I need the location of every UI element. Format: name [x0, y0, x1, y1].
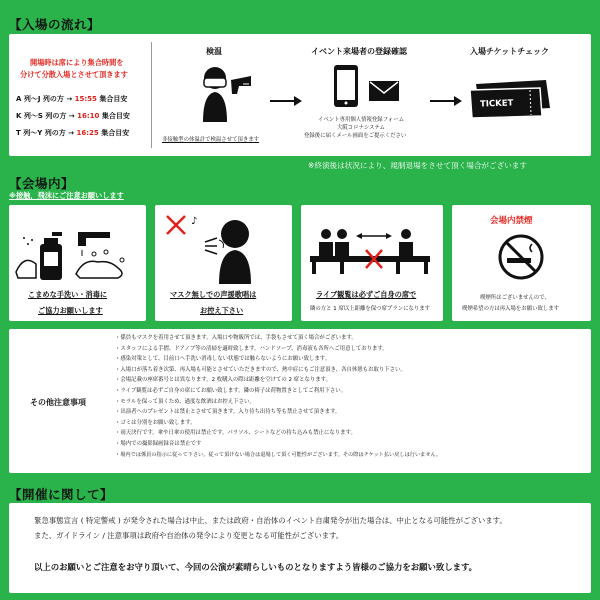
smartphone-icon	[333, 64, 359, 108]
mail-icon	[368, 80, 400, 102]
svg-text:♪: ♪	[191, 216, 198, 227]
card1-line2: ご協力お願いします	[38, 306, 103, 315]
notes-title: その他注意事項	[30, 398, 86, 407]
step2-line1: イベント専用個人情報登録フォーム	[318, 117, 404, 123]
step3-title: 入場チケットチェック	[470, 47, 550, 56]
event-section-title: 【開催に関して】	[9, 487, 114, 502]
notes-item: ・感染対策として、目前口へ手洗い消毒しない状態では触らないようにお願い致します。	[115, 356, 331, 363]
card3-title: ライブ観覧は必ずご自身の席で	[316, 290, 417, 299]
event-para1: 緊急事態宣言 ( 特定警戒 ) が発令された場合は中止、または政府・自治体のイベント自粛発令が出た場合は、中止となる可能性がございます。	[34, 516, 507, 525]
notes-item: ・スタッフによる手摺、ドアノブ等の清掃を適時致します。ハンドソープ、消毒液も各所へご用意しております。	[115, 345, 388, 352]
notes-item: ・場内での撮影録画録音は禁止です	[115, 440, 202, 447]
seat-distance-icon	[306, 226, 438, 276]
ticket-text: TICKET	[479, 98, 514, 110]
flow-section-title: 【入場の流れ】	[9, 17, 101, 32]
notes-item: ・モラルを保って頂くため、過度な飲酒はお控え下さい。	[115, 398, 255, 405]
flow-row-1: A 列～J 列の方 → 15:55 集合目安	[16, 95, 128, 103]
arrow-right-icon	[430, 96, 462, 106]
card3-caption: 隣の方と 1 席以上距離を保つ席プランになります	[310, 306, 431, 312]
step2-line2: 大阪コロナシステム	[337, 125, 385, 131]
handwash-icon	[14, 224, 140, 280]
notes-item: ・出演者へのプレゼントは禁止とさせて頂きます。入り待ち出待ち等も禁止させて頂きます。	[115, 409, 341, 416]
step2-title: イベント来場者の登録確認	[311, 47, 407, 56]
step1-caption: 非接触型の体温計で検温させて頂きます	[162, 137, 260, 143]
card1-line1: こまめな手洗い・消毒に	[28, 290, 108, 299]
notes-item: ・雨天決行です。傘や日傘の使用は禁止です。パラソル、シートなどの持ち込みも禁止になります。	[115, 430, 356, 437]
step1-title: 検温	[206, 47, 222, 56]
card4-line2: 喫煙希望の方は再入場をお願い致します	[462, 306, 560, 312]
notes-item: ・ライブ観覧は必ずご自身の席にてお願い致します。隣の椅子は荷物置きとしてご利用下さい。	[115, 387, 347, 394]
card4-title: 会場内禁煙	[490, 216, 533, 226]
venue-subtitle: ※接触，飛沫にご注意お願いします	[9, 191, 124, 200]
venue-section-title: 【会場内】	[9, 176, 75, 191]
notes-item: ・入場口が落ち着き次第、再入場も可能とさせていただきますので、熱中症にもご注意頂き、各自休憩もお取り下さい。	[115, 366, 406, 373]
event-para2: また、ガイドライン / 注意事項は政府や自治体の発令により変更となる可能性がございます。	[34, 531, 344, 540]
flow-row-2: K 列～S 列の方 → 16:10 集合目安	[16, 112, 130, 120]
flow-footnote: ※終演後は状況により、規制退場をさせて頂く場合がございます	[308, 161, 527, 170]
card2-line2: お控え下さい	[200, 306, 244, 315]
flow-divider	[151, 42, 152, 148]
arrow-right-icon	[270, 96, 302, 106]
flow-notice-line1: 開場時は席により集合時間を	[30, 58, 124, 67]
card4-line1: 喫煙所はございませんので、	[480, 295, 550, 301]
flow-row-3: T 列～Y 列の方 → 16:25 集合目安	[16, 129, 130, 137]
no-smoking-icon	[498, 234, 544, 280]
step2-line3: 登録後に届くメール画面をご提示ください	[304, 133, 407, 139]
event-closing: 以上のお願いとご注意をお守り頂いて、今回の公演が素晴らしいものとなりますよう皆様のご協力をお願い致します。	[34, 562, 478, 572]
notes-item: ・ゴミは分別をお願い致します。	[115, 419, 196, 426]
notes-item: ・係員もマスクを着用させて頂きます。入場口や物販所では、手袋もさせて頂く場合がございます。	[115, 335, 357, 341]
flow-notice-line2: 分けて分散入場とさせて頂きます	[20, 70, 128, 79]
notes-list	[115, 335, 585, 459]
notes-item: ・場内では係員の指示に従って下さい。従って頂けない場合は退場して頂く可能性がございます。その際はチケット払い戻しは行いません。	[115, 451, 442, 458]
card2-line1: マスク無しでの声援歌唱は	[170, 290, 257, 299]
thermometer-person-icon	[195, 64, 255, 124]
no-cheering-icon	[165, 212, 285, 284]
notes-item: ・会場記載の座席番号とは異なります。2 枚購入の際は距離を空けての 2 席となります。	[115, 377, 331, 384]
